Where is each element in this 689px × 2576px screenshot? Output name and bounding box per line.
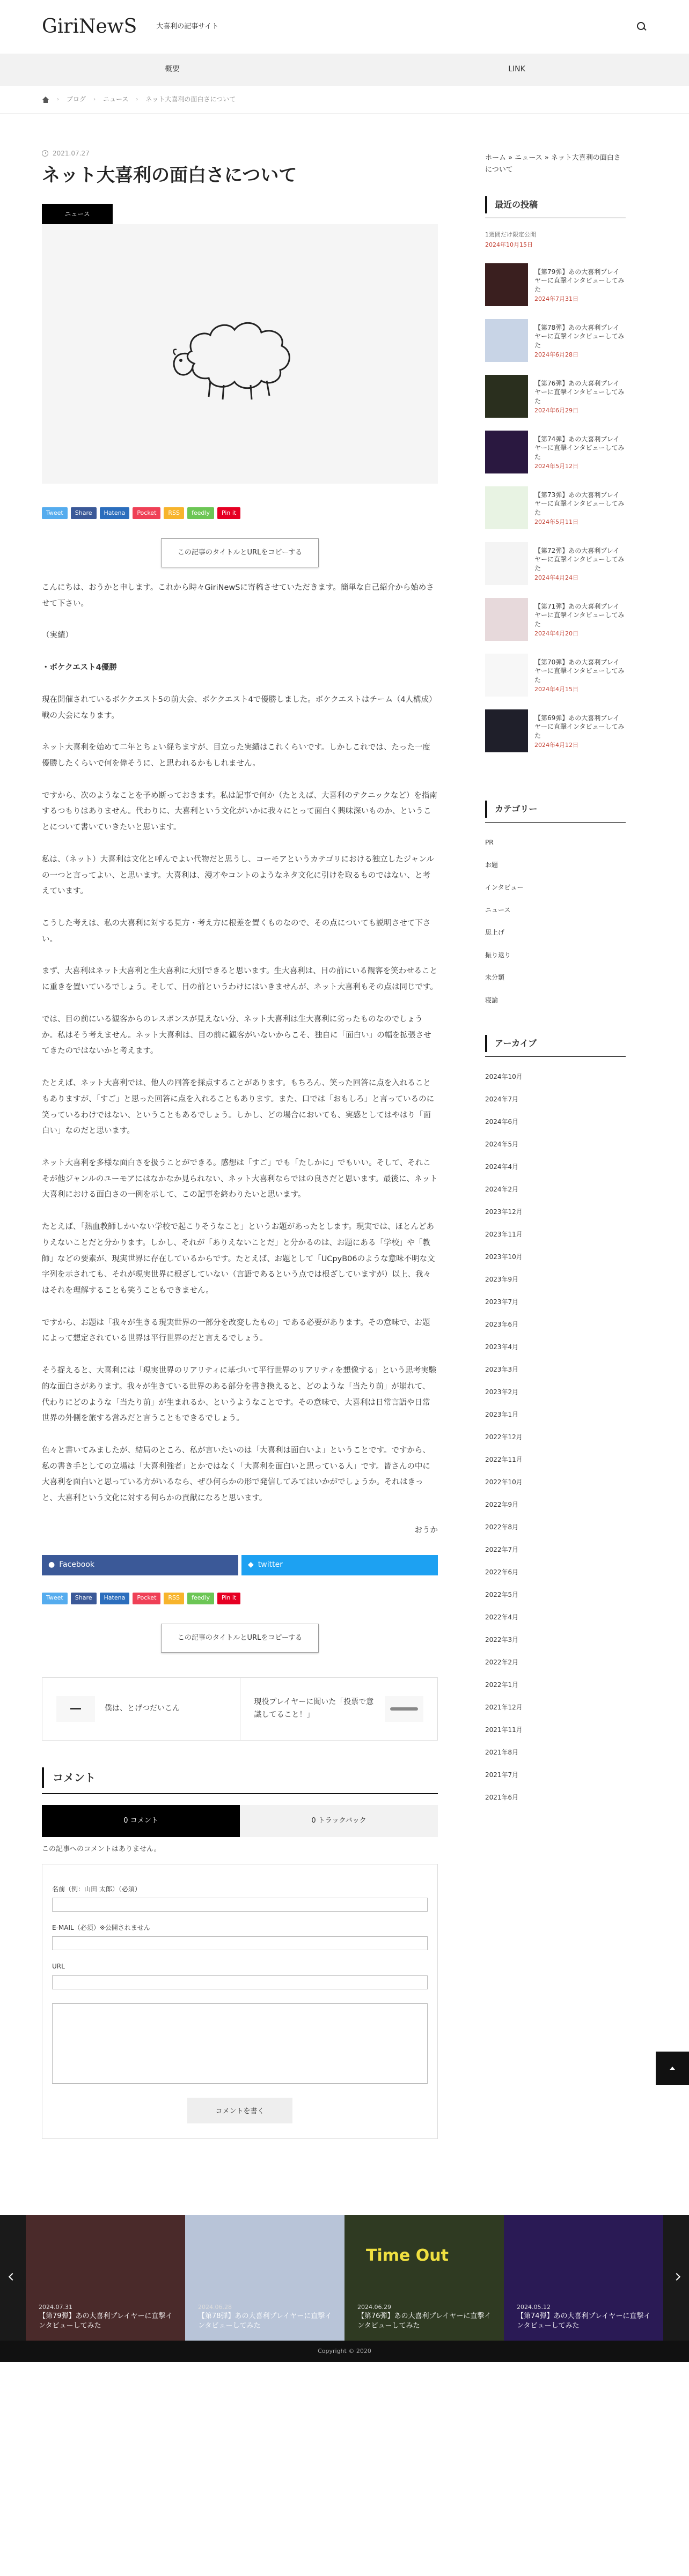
archive-item[interactable]: 2021年8月 [485,1748,519,1756]
clock-icon [42,150,48,157]
category-item[interactable]: 寝論 [485,996,499,1004]
prev-next-posts [42,1677,438,1741]
sidebar-breadcrumb: ホーム » ニュース » ネット大喜利の面白さについて [485,154,621,174]
recent-posts-heading: 最近の投稿 [485,196,626,213]
slider-next-icon[interactable] [673,2273,680,2281]
slide-date: 2024.06.28 [198,2304,232,2311]
archive-item[interactable]: 2023年11月 [485,1230,523,1238]
category-item[interactable]: PR [485,838,494,846]
dash-icon [65,1702,86,1715]
breadcrumb-separator: › [136,97,138,102]
recent-post-date: 2024年7月31日 [534,295,578,302]
recent-post-thumb [485,319,528,362]
share-facebook-button[interactable]: Share [71,1593,97,1604]
breadcrumb-separator: › [57,97,59,102]
archive-item[interactable]: 2022年6月 [485,1568,519,1576]
recent-post-thumb [485,431,528,473]
archive-item[interactable]: 2022年8月 [485,1523,519,1531]
breadcrumb-current: ネット大喜利の面白さについて [145,95,236,103]
slide-title: 【第76弾】あの大喜利プレイヤーに直撃インタビューしてみた [357,2312,492,2330]
share-pinit-button[interactable]: Pin it [217,507,240,519]
recent-post-thumb [485,375,528,418]
post-title: ネット大喜利の面白さについて [42,165,297,187]
category-item[interactable]: 振り返り [485,951,511,959]
slide-date: 2024.06.29 [357,2304,391,2311]
archive-heading-line [485,1056,626,1057]
url-label: URL [52,1963,65,1971]
category-item[interactable]: 未分類 [485,973,505,981]
home-icon[interactable] [42,97,49,103]
archive-item[interactable]: 2022年12月 [485,1433,523,1441]
paragraph: ネット大喜利を多様な面白さを扱うことができる。感想は「すご」でも「たしかに」でもいい。そして、それこそが他ジャンルのユーモアにはなかなか見られない、ネット大喜利ならではの良さだと思います。最後に、ネット大喜利における面白さの一例を示して、この記事を終わりたいと思います。 [42,1158,438,1200]
next-post-link[interactable] [240,1678,438,1740]
share-buttons-bottom [42,1593,438,1604]
recent-post-date: 2024年5月11日 [534,518,578,525]
share-facebook-button[interactable]: Share [71,507,97,519]
facebook-share-button[interactable] [42,1555,238,1575]
prev-post-title: 僕は、とげつだいこん [105,1704,180,1713]
submit-comment-button[interactable]: コメントを書く [187,2098,292,2123]
footer-slider [0,2215,689,2341]
archive-item[interactable]: 2023年4月 [485,1343,519,1351]
share-pocket-button[interactable]: Pocket [133,1593,160,1604]
category-item[interactable]: お題 [485,861,499,869]
recent-post-title: 【第74弾】あの大喜利プレイヤーに直撃インタビューしてみた [534,435,625,461]
paragraph: ですから、次のようなことを予め断っておきます。私は記事で何か（たとえば、大喜利のテクニックなど）を指南するつもりはありません。代わりに、大喜利という文化がいかに我々にとって面白く興味深いものか、ということについて書いていきたいと思います。 [42,791,437,832]
email-field[interactable] [52,1936,428,1950]
archive-item[interactable]: 2024年4月 [485,1163,519,1171]
slide-item[interactable] [344,2215,504,2341]
recent-post-item[interactable] [485,709,626,752]
recent-post-title: 【第70弾】あの大喜利プレイヤーに直撃インタビューしてみた [534,658,625,684]
slide-title: 【第78弾】あの大喜利プレイヤーに直撃インタビューしてみた [198,2312,332,2330]
site-logo[interactable]: GiriNewS [42,16,137,38]
pen-icon [388,1702,420,1715]
recent-post-thumb [485,598,528,641]
recent-post-title: 【第69弾】あの大喜利プレイヤーに直撃インタビューしてみた [534,714,625,740]
category-heading: カテゴリー [485,801,626,818]
paragraph: ネット大喜利を始めて二年とちょい経ちますが、目立った実績はこれくらいです。しかしこれでは、たった一度優勝したくらいで何を偉そうに、と思われるかもしれません。 [42,743,430,768]
category-heading-line [485,822,626,823]
recent-post-item[interactable] [485,654,626,697]
archive-item[interactable]: 2022年9月 [485,1500,519,1508]
site-tagline: 大喜利の記事サイト [156,22,219,31]
recent-post-title: 【第73弾】あの大喜利プレイヤーに直撃インタビューしてみた [534,491,625,517]
recent-post-date: 2024年4月12日 [534,741,578,749]
recent-post-item[interactable] [485,542,626,585]
archive-item[interactable]: 2023年3月 [485,1365,519,1373]
share-tweet-button[interactable]: Tweet [42,507,68,519]
recent-post-date: 2024年6月29日 [534,406,578,414]
archive-heading: アーカイブ [485,1035,626,1052]
share-pinit-button[interactable]: Pin it [217,1593,240,1604]
twitter-icon: ◆ [248,1560,254,1569]
author-signature: おうか [414,1526,438,1535]
copy-title-url-button[interactable]: この記事のタイトルとURLをコピーする [161,538,319,567]
breadcrumb-separator: › [93,97,96,102]
sns-big-buttons [42,1555,438,1575]
copy-title-url-button-bottom[interactable]: この記事のタイトルとURLをコピーする [161,1624,319,1653]
no-comments-text: この記事へのコメントはありません。 [42,1845,161,1853]
recent-post-thumb [485,709,528,752]
next-post-thumb [385,1696,423,1722]
next-post-title: 現役プレイヤーに聞いた「投票で意識してること！」 [254,1697,374,1719]
recent-post-date: 2024年5月12日 [534,462,578,470]
limited-post-link[interactable]: 1週間だけ限定公開 [485,231,536,239]
paragraph: こうした考えは、私の大喜利に対する見方・考え方に根差を置くものなので、その点についても説明させて下さい。 [42,919,431,944]
share-tweet-button[interactable]: Tweet [42,1593,68,1604]
copyright: Copyright © 2020 [0,2341,689,2362]
archive-item[interactable]: 2024年5月 [485,1140,519,1148]
recent-post-item[interactable] [485,598,626,641]
slider-prev-icon[interactable] [9,2273,16,2281]
category-item[interactable]: インタビュー [485,883,524,891]
recent-post-item[interactable] [485,263,626,306]
archive-item[interactable]: 2022年4月 [485,1613,519,1621]
recent-post-date: 2024年6月28日 [534,351,578,358]
archive-list [485,1065,626,1809]
share-hatena-button[interactable]: Hatena [100,1593,130,1604]
category-item[interactable]: 思上げ [485,928,505,936]
comment-tabs [42,1805,438,1837]
recent-post-title: 【第78弾】あの大喜利プレイヤーに直撃インタビューしてみた [534,323,625,350]
archive-item[interactable]: 2024年6月 [485,1117,519,1126]
slide-title: 【第79弾】あの大喜利プレイヤーに直撃インタビューしてみた [39,2312,173,2330]
archive-item[interactable]: 2023年1月 [485,1410,519,1418]
recent-post-title: 【第76弾】あの大喜利プレイヤーに直撃インタビューしてみた [534,379,625,405]
archive-item[interactable]: 2021年12月 [485,1703,523,1711]
paragraph: 私は、（ネット）大喜利は文化と呼んでよい代物だと思うし、コーモアというカテゴリにおける独立したジャンルの一つと言ってよい、と思います。大喜利は、漫才やコントのようなネタ文化に引けを取るものではない、と考えています。 [42,855,435,896]
comments-heading-line [42,1793,438,1794]
recent-post-thumb [485,263,528,306]
site-header [0,0,689,54]
recent-post-title: 【第71弾】あの大喜利プレイヤーに直撃インタビューしてみた [534,602,625,628]
share-feedly-button[interactable]: feedly [187,507,214,519]
recent-post-thumb [485,654,528,697]
paragraph: では、目の前にいる観客からのレスポンスが見えない分、ネット大喜利は生大喜利に劣ったものなのでしょうか。私はそう考えません。ネット大喜利は、目の前に観客がいないからこそ、独自に「面白い」の幅を拡張させてきたのではないかと考えます。 [42,1015,431,1056]
tab-comments[interactable]: 0 コメント [42,1805,240,1837]
archive-item[interactable]: 2024年7月 [485,1095,519,1103]
limited-post-date: 2024年10月15日 [485,241,533,248]
slide-title: 【第74弾】あの大喜利プレイヤーに直撃インタビューしてみた [517,2312,651,2330]
slide-date: 2024.07.31 [39,2304,72,2311]
recent-post-thumb [485,486,528,529]
slide-timeout-text: Time Out [366,2246,449,2265]
archive-item[interactable]: 2021年7月 [485,1771,519,1779]
archive-item[interactable]: 2023年2月 [485,1388,519,1396]
archive-item[interactable]: 2022年2月 [485,1658,519,1666]
category-list [485,831,626,1011]
archive-item[interactable]: 2023年12月 [485,1208,523,1216]
nav-item-overview[interactable]: 概要 [165,65,180,74]
facebook-icon: ● [48,1560,55,1569]
url-field[interactable] [52,1975,428,1989]
name-label: 名前（例：山田 太郎）（必須） [52,1885,141,1893]
comments-heading: コメント [42,1767,438,1788]
share-rss-button[interactable]: RSS [164,507,184,519]
archive-item[interactable]: 2021年11月 [485,1726,523,1734]
archive-item[interactable]: 2022年1月 [485,1681,519,1689]
prev-post-link[interactable] [42,1678,240,1740]
archive-item[interactable]: 2022年7月 [485,1545,519,1553]
paragraph: 色々と書いてみましたが、結局のところ、私が言いたいのは「大喜利は面白いよ」ということです。ですから、私の書き手としての立場は「大喜利強者」とかではなく「大喜利を面白いと思っている人」です。皆さんの中に大喜利を面白いと思っている方がいるなら、ぜひ何らかの形で発信してみてはいかがでしょうか。それはきっと、大喜利という文化に対する何らかの貢献になると思います。 [42,1446,430,1503]
share-pocket-button[interactable]: Pocket [133,507,160,519]
twitter-share-button[interactable] [241,1555,438,1575]
breadcrumb-blog[interactable]: ブログ [67,95,86,103]
eyecatch-image [42,224,438,484]
category-item[interactable]: ニュース [485,906,511,914]
post-date-text: 2021.07.27 [53,150,90,157]
slide-date: 2024.05.12 [517,2304,551,2311]
slide-item[interactable] [504,2215,663,2341]
breadcrumb-news[interactable]: ニュース [103,95,129,103]
post-date [42,148,438,159]
archive-item[interactable]: 2024年10月 [485,1072,523,1080]
twitter-label: twitter [258,1560,283,1569]
archive-item[interactable]: 2024年2月 [485,1185,519,1193]
facebook-label: Facebook [59,1560,95,1569]
recent-post-date: 2024年4月24日 [534,574,578,581]
recent-post-item[interactable] [485,431,626,473]
recent-post-item[interactable] [485,375,626,418]
recent-post-date: 2024年4月15日 [534,685,578,693]
paragraph: 現在開催されているボケクエスト5の前大会、ボケクエスト4で優勝しました。ボケクエストはチーム（4人構成）戦の大会になります。 [42,695,437,720]
recent-post-title: 【第79弾】あの大喜利プレイヤーに直撃インタビューしてみた [534,268,625,294]
comment-form [42,1864,438,2139]
tab-trackbacks[interactable]: 0 トラックバック [240,1805,438,1837]
paragraph: （実績） [42,631,73,640]
archive-item[interactable]: 2022年5月 [485,1590,519,1598]
recent-post-item[interactable] [485,486,626,529]
sidebar [485,148,626,2139]
slide-item[interactable] [185,2215,344,2341]
recent-post-title: 【第72弾】あの大喜利プレイヤーに直撃インタビューしてみた [534,546,625,573]
archive-item[interactable]: 2023年6月 [485,1320,519,1328]
paragraph: ですから、お題は「我々が生きる現実世界の一部分を改変したもの」である必要があります。その意味で、お題によって想定されている世界は平行世界のだと言えるでしょう。 [42,1318,430,1343]
archive-item[interactable]: 2022年3月 [485,1635,519,1644]
comment-textarea[interactable] [52,2003,428,2084]
recent-post-item[interactable] [485,319,626,362]
nav-item-link[interactable]: LINK [508,65,525,74]
paragraph: そう捉えると、大喜利には「現実世界のリアリティに基づいて平行世界のリアリティを想像する」という思考実験的な面白さがあります。我々が生きている世界のある部分を書き換えると、どのような「当たり前」が崩れて、代わりにどのような「当たり前」が生まれるか、というようなことです。その意味で、大喜利は日常言語や日常世界の外側を旅する営みだと言うこともできるでしょう。 [42,1366,437,1423]
paragraph: まず、大喜利はネット大喜利と生大喜利に大別できると思います。生大喜利は、目の前にいる観客を笑わせることに重きを置いているでしょう。そして、目の前というわけにはいきませんが、ネット大喜利もその点は同じです。 [42,967,438,992]
slide-item[interactable] [26,2215,185,2341]
share-hatena-button[interactable]: Hatena [100,507,130,519]
email-label: E-MAIL（必須）※公開されません [52,1924,150,1932]
archive-item[interactable]: 2023年9月 [485,1275,519,1283]
recent-post-date: 2024年4月20日 [534,630,578,637]
archive-item[interactable]: 2022年11月 [485,1455,523,1463]
archive-item[interactable]: 2023年7月 [485,1298,519,1306]
global-nav [0,54,689,86]
search-icon[interactable] [636,21,647,32]
category-badge[interactable]: ニュース [42,204,113,224]
archive-item[interactable]: 2023年10月 [485,1253,523,1261]
paragraph: ・ボケクエスト4優勝 [42,663,117,672]
prev-post-thumb [56,1696,95,1722]
breadcrumb [0,86,689,114]
back-to-top-button[interactable] [656,2052,689,2085]
paragraph: たとえば、ネット大喜利では、他人の回答を採点することがあります。もちろん、笑った回答に点を入れることもありますが、「すご」と思った回答に点を入れることもあります。また、口では「おもしろ」と言っているのに笑っているわけではない、ということもあるでしょう。しかし、どの場合においても、実感としてはやはり「面白い」なのだと思います。 [42,1079,435,1136]
main-content [42,148,438,2139]
post-body [42,580,438,1539]
name-field[interactable] [52,1898,428,1912]
recent-post-thumb [485,542,528,585]
sheep-drawing-icon [159,300,320,408]
archive-item[interactable]: 2022年10月 [485,1478,523,1486]
recent-posts-list [485,263,626,752]
archive-item[interactable]: 2021年6月 [485,1793,519,1801]
share-rss-button[interactable]: RSS [164,1593,184,1604]
paragraph: たとえば、「熱血教師しかいない学校で起こりそうなこと」というお題があったとします。現実では、ほとんどありえないことだと分かります。しかし、それが「ありえないことだ」と分かるのは、お題にある「学校」や「教師」などの要素が、現実世界に存在しているからです。たとえば、お題として「UCpyB06のような意味不明な文字列を示されても、それが現実世界に根ざしていない（言語であるという点では根ざしていますが）以上、我々はそれを理解することも笑うこともできません。 [42,1223,435,1295]
share-feedly-button[interactable]: feedly [187,1593,214,1604]
arrow-up-icon [670,2067,675,2070]
share-buttons-top [42,507,438,519]
paragraph: こんにちは、おうかと申します。これから時々GiriNewSに寄稿させていただきます。簡単な自己紹介から始めさせて下さい。 [42,583,434,608]
